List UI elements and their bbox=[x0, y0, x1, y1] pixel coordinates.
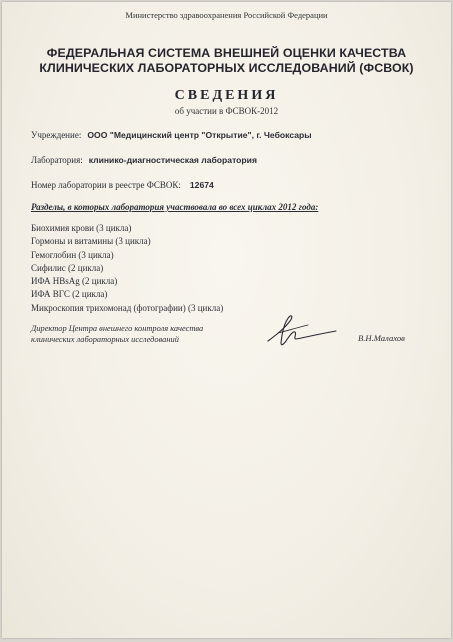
signer-title-line1: Директор Центра внешнего контроля качества bbox=[31, 324, 204, 333]
registry-value: 12674 bbox=[189, 180, 214, 190]
signature-image bbox=[262, 311, 342, 351]
list-item: ИФА HBsAg (2 цикла) bbox=[31, 276, 118, 287]
list-item: Микроскопия трихомонад (фотографии) (3 цикла) bbox=[31, 302, 224, 313]
list-item: Сифилис (2 цикла) bbox=[31, 262, 104, 273]
sections-list bbox=[31, 222, 223, 315]
list-item: ИФА ВГС (2 цикла) bbox=[31, 289, 108, 300]
institution-label: Учреждение: bbox=[31, 130, 82, 140]
lab-field bbox=[31, 155, 257, 165]
document-heading: СВЕДЕНИЯ bbox=[174, 88, 279, 103]
sections-heading: Разделы, в которых лаборатория участвовала во всех циклах 2012 года: bbox=[31, 202, 319, 212]
org-title-line1: ФЕДЕРАЛЬНАЯ СИСТЕМА ВНЕШНЕЙ ОЦЕНКИ КАЧЕСТВА bbox=[46, 46, 407, 60]
signer-name: В.Н.Малахов bbox=[358, 333, 405, 343]
signer-title bbox=[31, 323, 203, 345]
institution-value: ООО "Медицинский центр "Открытие", г. Чебоксары bbox=[87, 130, 312, 140]
lab-value: клинико-диагностическая лаборатория bbox=[88, 155, 257, 165]
registry-field bbox=[31, 180, 214, 190]
list-item: Гормоны и витамины (3 цикла) bbox=[31, 236, 151, 247]
registry-label: Номер лаборатории в реестре ФСВОК: bbox=[31, 180, 181, 190]
ministry-header: Министерство здравоохранения Российской Федерации bbox=[125, 10, 328, 20]
org-title-line2: КЛИНИЧЕСКИХ ЛАБОРАТОРНЫХ ИССЛЕДОВАНИЙ (ФСВОК) bbox=[39, 61, 414, 75]
institution-field bbox=[31, 130, 312, 140]
list-item: Гемоглобин (3 цикла) bbox=[31, 249, 114, 260]
org-title bbox=[2, 46, 451, 76]
certificate-page bbox=[2, 2, 451, 638]
document-subheading: об участии в ФСВОК-2012 bbox=[174, 106, 279, 116]
list-item: Биохимия крови (3 цикла) bbox=[31, 223, 132, 233]
signer-title-line2: клинических лабораторных исследований bbox=[31, 335, 179, 344]
lab-label: Лаборатория: bbox=[31, 155, 83, 165]
